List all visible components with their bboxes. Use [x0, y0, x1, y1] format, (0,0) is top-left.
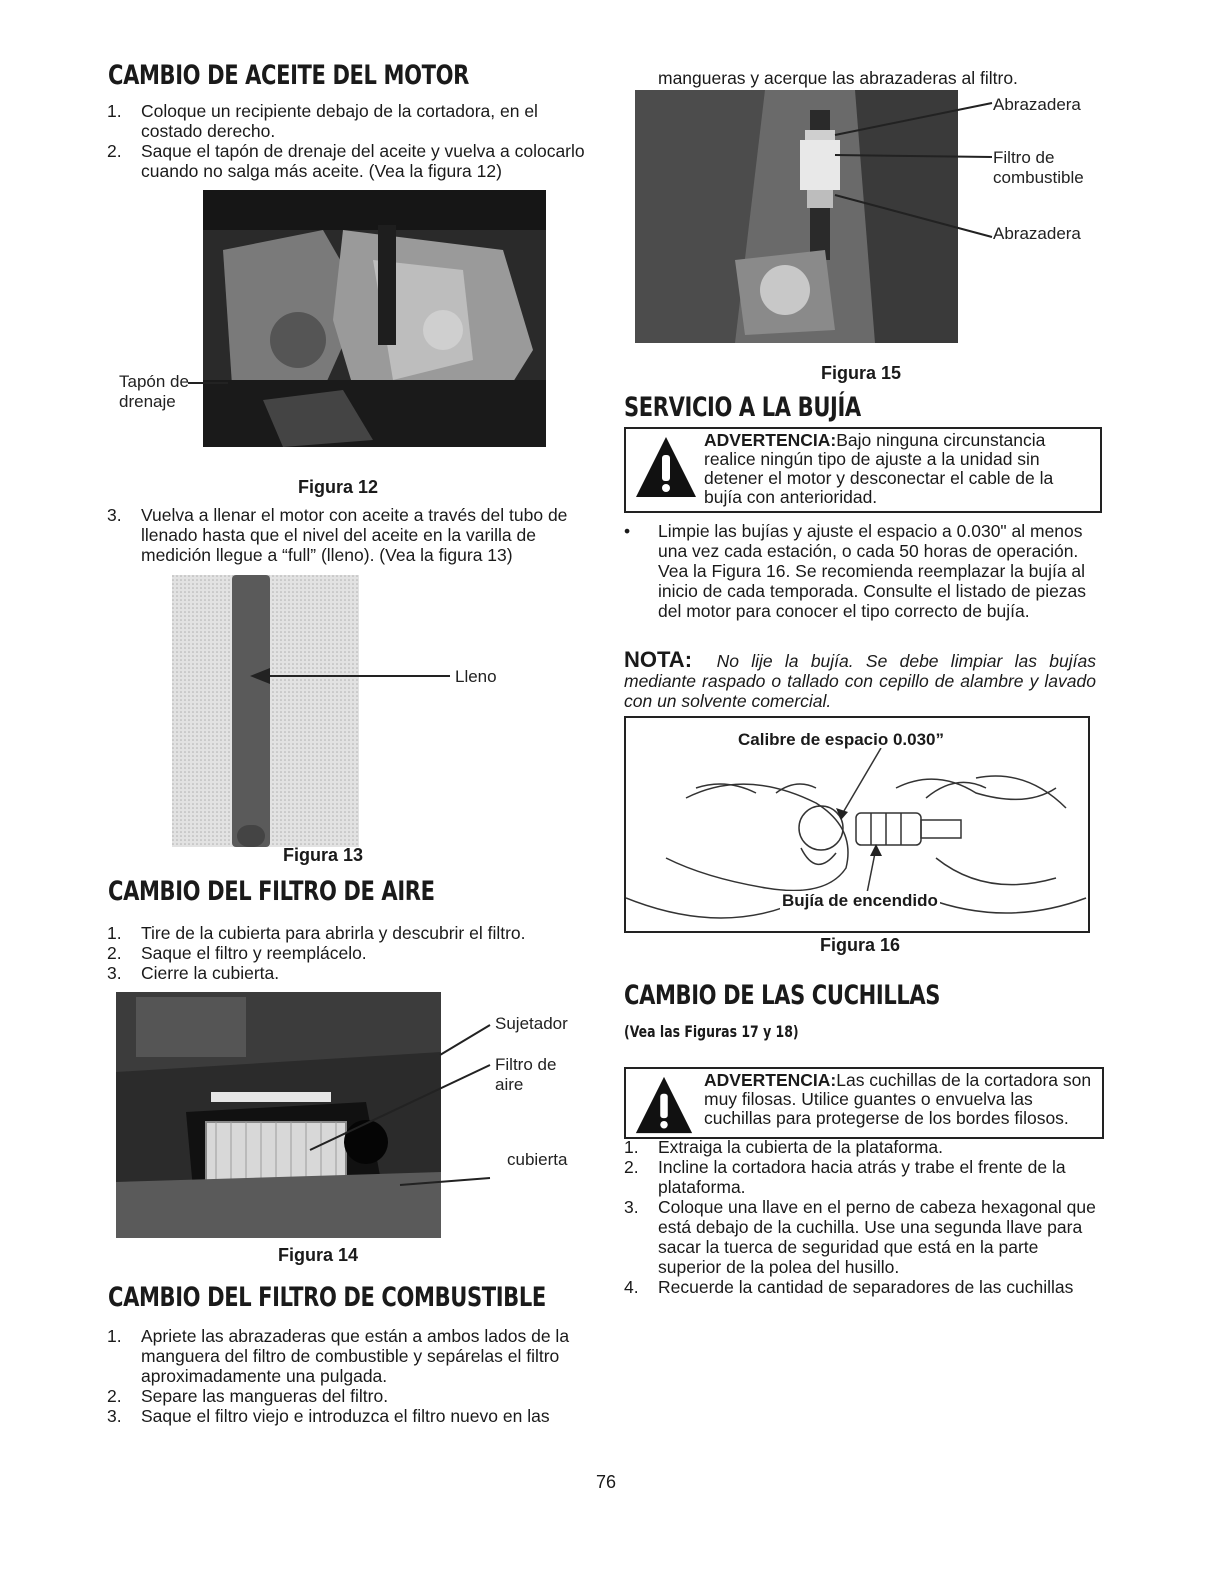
list-item: 2. Incline la cortadora hacia atrás y trabe el frente de la plataforma.	[624, 1157, 1066, 1197]
figure-14-label-sujetador: Sujetador	[495, 1014, 568, 1033]
list-item: 1. Apriete las abrazaderas que están a ambos lados de la manguera del filtro de combustible y sepárelas el filtro aproximadamente una pulgada.	[107, 1326, 570, 1386]
figure-16-box	[624, 716, 1090, 933]
air-steps	[107, 923, 587, 983]
figure-13-photo	[172, 575, 359, 847]
figure-16-top-label: Calibre de espacio 0.030”	[738, 730, 944, 749]
list-item: 1. Extraiga la cubierta de la plataforma.	[624, 1137, 944, 1157]
list-item: 3. Saque el filtro viejo e introduzca el filtro nuevo en las	[107, 1406, 550, 1426]
warning-text: ADVERTENCIA:Bajo ninguna circunstancia realice ningún tipo de ajuste a la unidad sin detener el motor y desconectar el cable de la bujía con anterioridad.	[704, 430, 1054, 507]
section-title-blades: CAMBIO DE LAS CUCHILLAS	[624, 980, 941, 1011]
oil-steps-cont	[107, 505, 587, 565]
list-item: 3. Cierre la cubierta.	[107, 963, 280, 983]
list-item: • Limpie las bujías y ajuste el espacio a 0.030" al menos una vez cada estación, o cada 50 horas de operación. Vea la Figura 16. Se recomienda reemplazar la bujía al inicio de cada temporada. Consulte el listado de piezas del motor para conocer el tipo correcto de bujía.	[624, 521, 1087, 621]
section-title-spark: SERVICIO A LA BUJÍA	[624, 392, 861, 423]
figure-12-photo	[203, 190, 546, 447]
figure-12-caption: Figura 12	[297, 477, 379, 497]
list-item: 2. Separe las mangueras del filtro.	[107, 1386, 389, 1406]
nota-paragraph	[624, 647, 1096, 711]
section-title-fuel: CAMBIO DEL FILTRO DE COMBUSTIBLE	[108, 1282, 546, 1313]
arrow-icon	[250, 668, 270, 684]
blades-warning-box	[624, 1067, 1104, 1139]
blades-steps	[624, 1137, 1098, 1297]
list-item: 1. Tire de la cubierta para abrirla y descubrir el filtro.	[107, 923, 526, 943]
figure-15-label-filtro: Filtro de combustible	[993, 148, 1084, 187]
figure-13-label: Lleno	[455, 667, 497, 686]
nota-text: No lije la bujía. Se debe limpiar las bujías mediante raspado o tallado con cepillo de alambre y lavado con un solvente comercial.	[624, 651, 1096, 711]
warning-icon	[634, 1075, 694, 1135]
section-title-air: CAMBIO DEL FILTRO DE AIRE	[108, 876, 435, 907]
section-title-oil: CAMBIO DE ACEITE DEL MOTOR	[108, 60, 469, 91]
fuel-steps	[107, 1326, 587, 1426]
figure-15-label-abrazadera-bottom: Abrazadera	[993, 224, 1081, 243]
fuel-continuation: mangueras y acerque las abrazaderas al filtro.	[658, 68, 1018, 88]
list-item: 4. Recuerde la cantidad de separadores de las cuchillas	[624, 1277, 1074, 1297]
spark-bullets	[624, 521, 1094, 621]
list-item: 3. Coloque una llave en el perno de cabeza hexagonal que está debajo de la cuchilla. Use una segunda llave para sacar la tuerca de seguridad que está en la parte superior de la polea del husillo.	[624, 1197, 1096, 1277]
callout-line	[188, 382, 228, 384]
list-item: 1. Coloque un recipiente debajo de la cortadora, en el costado derecho.	[107, 101, 538, 141]
figure-16-caption: Figura 16	[819, 935, 901, 955]
callout-lines	[290, 1010, 500, 1200]
section-subtitle-blades: (Vea las Figuras 17 y 18)	[624, 1022, 799, 1041]
figure-15-label-abrazadera-top: Abrazadera	[993, 95, 1081, 114]
figure-14-label-filtro: Filtro de aire	[495, 1055, 557, 1094]
figure-12-label: Tapón de drenaje	[119, 372, 189, 411]
warning-text: ADVERTENCIA:Las cuchillas de la cortadora son muy filosas. Utilice guantes o envuelva las cuchillas para protegerse de los bordes filosos.	[704, 1070, 1092, 1128]
list-item: 3. Vuelva a llenar el motor con aceite a través del tubo de llenado hasta que el nivel del aceite en la varilla de medición llegue a “full” (lleno). (Vea la figura 13)	[107, 505, 568, 565]
list-item: 2. Saque el tapón de drenaje del aceite y vuelva a colocarlo cuando no salga más aceite. (Vea la figura 12)	[107, 141, 585, 181]
figure-14-caption: Figura 14	[277, 1245, 359, 1265]
nota-label: NOTA:	[624, 647, 693, 672]
figure-14-label-cubierta: cubierta	[507, 1150, 568, 1169]
page-number: 76	[596, 1472, 617, 1492]
callout-line	[262, 675, 450, 677]
warning-icon	[634, 435, 698, 499]
callout-lines	[830, 95, 1000, 245]
spark-warning-box	[624, 427, 1102, 513]
figure-13-caption: Figura 13	[282, 845, 364, 865]
oil-steps	[107, 101, 587, 181]
list-item: 2. Saque el filtro y reemplácelo.	[107, 943, 367, 963]
figure-16-bottom-label: Bujía de encendido	[782, 891, 938, 910]
figure-15-caption: Figura 15	[820, 363, 902, 383]
